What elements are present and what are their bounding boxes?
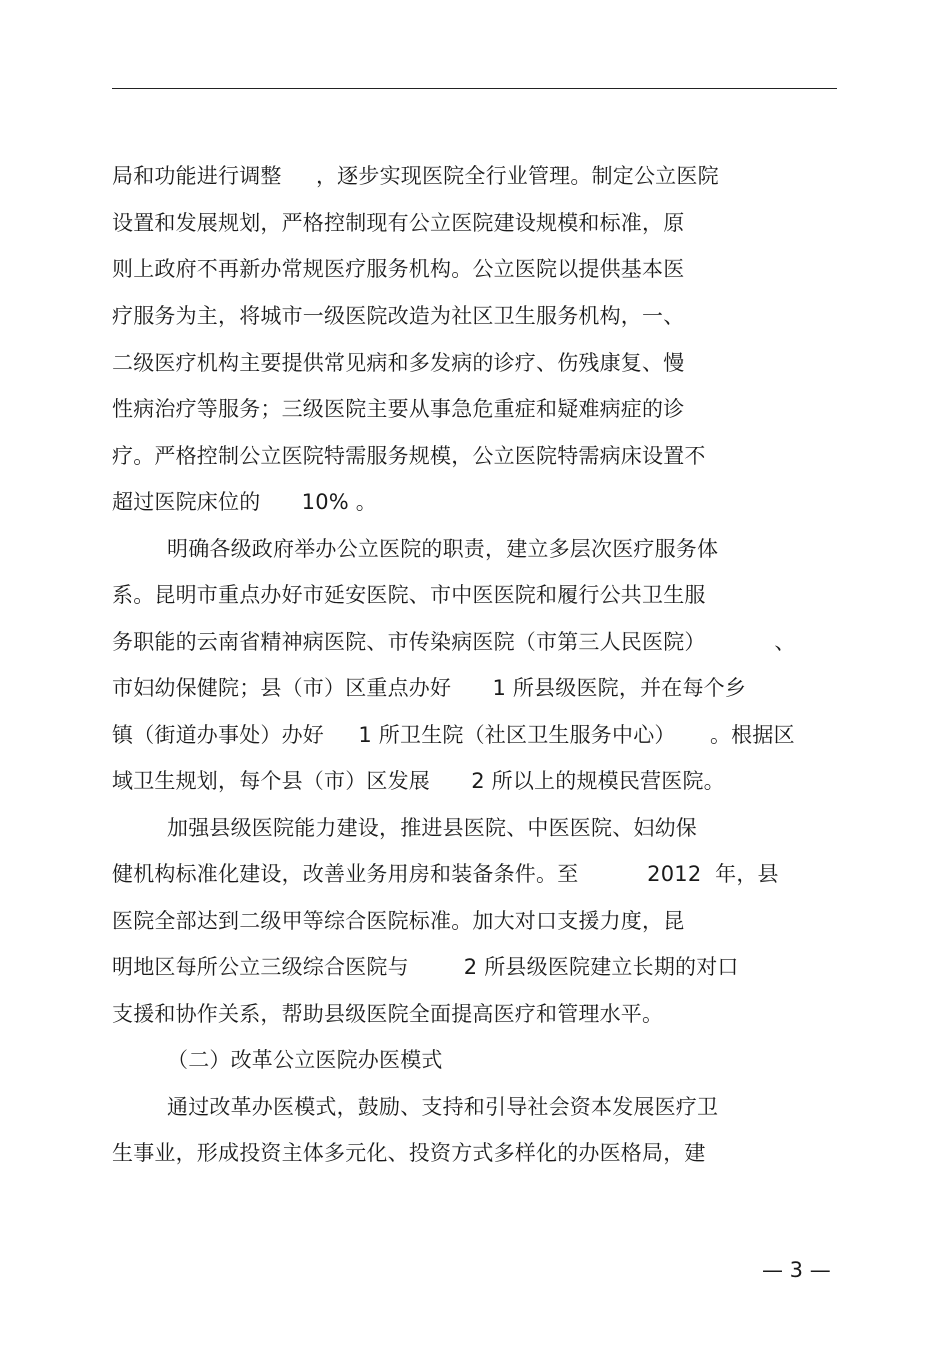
header-rule bbox=[112, 88, 837, 89]
text-line: 超过医院床位的 10% 。 bbox=[112, 490, 378, 514]
text-line: 二级医疗机构主要提供常见病和多发病的诊疗、伤残康复、慢 bbox=[112, 351, 685, 375]
text-line: 健机构标准化建设，改善业务用房和装备条件。至 2012 年，县 bbox=[112, 862, 779, 886]
text-line: 则上政府不再新办常规医疗服务机构。公立医院以提供基本医 bbox=[112, 257, 685, 281]
text-line: 性病治疗等服务；三级医院主要从事急危重症和疑难病症的诊 bbox=[112, 397, 685, 421]
text-line: 明地区每所公立三级综合医院与 2 所县级医院建立长期的对口 bbox=[112, 955, 739, 979]
text-line: 加强县级医院能力建设，推进县医院、中医医院、妇幼保 bbox=[112, 816, 697, 840]
text-line: 支援和协作关系，帮助县级医院全面提高医疗和管理水平。 bbox=[112, 1002, 664, 1026]
text-line: 医院全部达到二级甲等综合医院标准。加大对口支援力度，昆 bbox=[112, 909, 685, 933]
text-line: 设置和发展规划，严格控制现有公立医院建设规模和标准，原 bbox=[112, 211, 685, 235]
page-number: — 3 — bbox=[762, 1258, 831, 1282]
section-heading: （二）改革公立医院办医模式 bbox=[112, 1048, 443, 1072]
text-line: 通过改革办医模式，鼓励、支持和引导社会资本发展医疗卫 bbox=[112, 1095, 719, 1119]
text-line: 系。昆明市重点办好市延安医院、市中医医院和履行公共卫生服 bbox=[112, 583, 706, 607]
text-line: 镇（街道办事处）办好 1 所卫生院（社区卫生服务中心） 。根据区 bbox=[112, 723, 795, 747]
text-line: 局和功能进行调整 ，逐步实现医院全行业管理。制定公立医院 bbox=[112, 164, 719, 188]
text-line: 域卫生规划，每个县（市）区发展 2 所以上的规模民营医院。 bbox=[112, 769, 725, 793]
text-line: 明确各级政府举办公立医院的职责，建立多层次医疗服务体 bbox=[112, 537, 719, 561]
text-line: 生事业，形成投资主体多元化、投资方式多样化的办医格局，建 bbox=[112, 1141, 706, 1165]
text-line: 市妇幼保健院；县（市）区重点办好 1 所县级医院，并在每个乡 bbox=[112, 676, 747, 700]
text-line: 疗。严格控制公立医院特需服务规模，公立医院特需病床设置不 bbox=[112, 444, 706, 468]
text-line: 务职能的云南省精神病医院、市传染病医院（市第三人民医院） 、 bbox=[112, 630, 796, 654]
text-line: 疗服务为主，将城市一级医院改造为社区卫生服务机构，一、 bbox=[112, 304, 685, 328]
